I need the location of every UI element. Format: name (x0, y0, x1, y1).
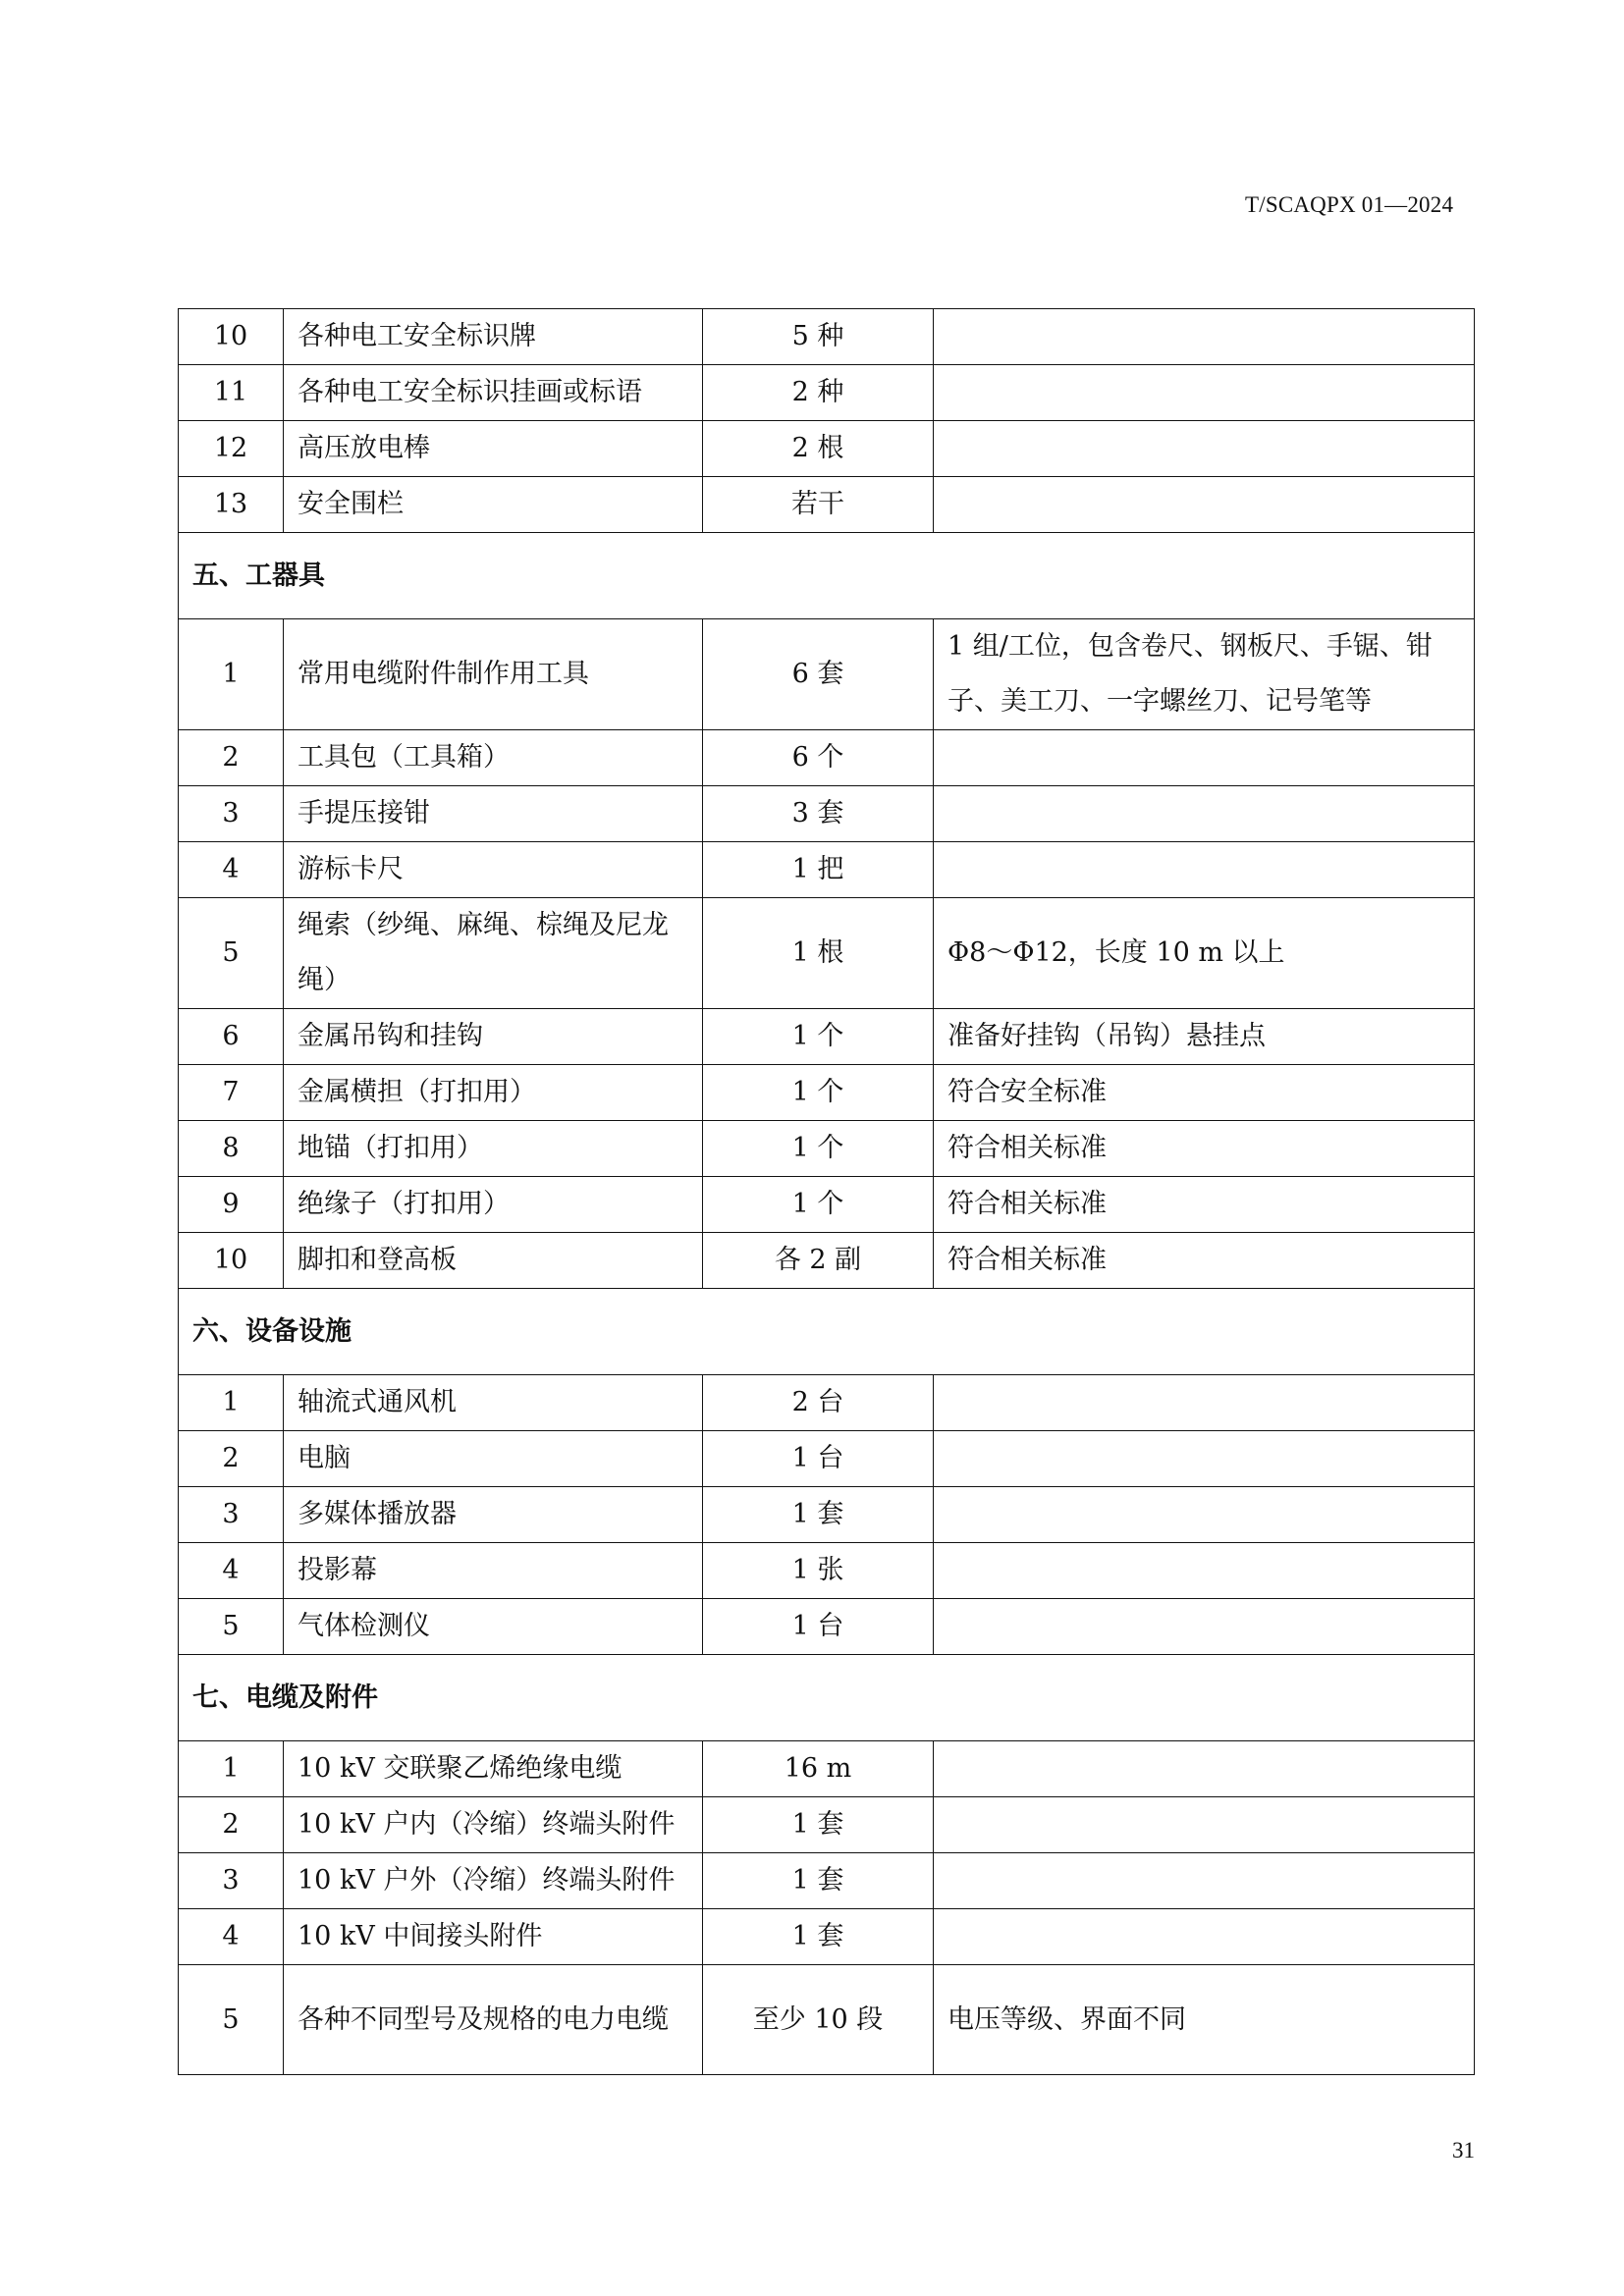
table-row (179, 1853, 1475, 1909)
table-row (179, 1487, 1475, 1543)
item-note (934, 1797, 1475, 1853)
table-row (179, 1599, 1475, 1655)
item-quantity: 6 套 (703, 619, 934, 730)
item-number: 2 (179, 1797, 284, 1853)
item-note (934, 421, 1475, 477)
item-name: 10 kV 交联聚乙烯绝缘电缆 (284, 1741, 703, 1797)
item-note (934, 309, 1475, 365)
table-row (179, 1909, 1475, 1965)
item-note (934, 1599, 1475, 1655)
item-quantity: 1 把 (703, 842, 934, 898)
item-number: 9 (179, 1177, 284, 1233)
item-number: 5 (179, 1599, 284, 1655)
item-note (934, 1741, 1475, 1797)
item-quantity: 1 套 (703, 1797, 934, 1853)
item-name: 投影幕 (284, 1543, 703, 1599)
item-number: 4 (179, 1909, 284, 1965)
item-note: Φ8～Φ12，长度 10 m 以上 (934, 898, 1475, 1009)
table-row (179, 786, 1475, 842)
item-name: 气体检测仪 (284, 1599, 703, 1655)
item-note (934, 1909, 1475, 1965)
section-row (179, 1289, 1475, 1375)
item-number: 13 (179, 477, 284, 533)
item-note (934, 786, 1475, 842)
item-number: 2 (179, 730, 284, 786)
table-row (179, 1375, 1475, 1431)
item-quantity: 1 套 (703, 1909, 934, 1965)
item-number: 10 (179, 1233, 284, 1289)
equipment-table-body (179, 309, 1475, 2075)
item-name: 高压放电棒 (284, 421, 703, 477)
item-quantity: 16 m (703, 1741, 934, 1797)
item-number: 3 (179, 1853, 284, 1909)
page-number: 31 (1452, 2138, 1475, 2163)
item-number: 3 (179, 786, 284, 842)
item-quantity: 1 套 (703, 1853, 934, 1909)
item-note (934, 477, 1475, 533)
item-note: 1 组/工位，包含卷尺、钢板尺、手锯、钳子、美工刀、一字螺丝刀、记号笔等 (934, 619, 1475, 730)
item-name: 手提压接钳 (284, 786, 703, 842)
table-row (179, 365, 1475, 421)
table-row (179, 1121, 1475, 1177)
table-row (179, 1233, 1475, 1289)
item-note (934, 730, 1475, 786)
table-row (179, 309, 1475, 365)
item-quantity: 1 张 (703, 1543, 934, 1599)
item-note (934, 1853, 1475, 1909)
item-name: 脚扣和登高板 (284, 1233, 703, 1289)
item-quantity: 2 台 (703, 1375, 934, 1431)
item-quantity: 1 台 (703, 1599, 934, 1655)
item-number: 2 (179, 1431, 284, 1487)
table-row (179, 1431, 1475, 1487)
item-name: 轴流式通风机 (284, 1375, 703, 1431)
item-quantity: 1 个 (703, 1065, 934, 1121)
item-name: 游标卡尺 (284, 842, 703, 898)
item-quantity: 1 套 (703, 1487, 934, 1543)
item-quantity: 1 台 (703, 1431, 934, 1487)
section-title: 五、工器具 (179, 533, 1475, 619)
item-number: 12 (179, 421, 284, 477)
item-quantity: 若干 (703, 477, 934, 533)
item-quantity: 至少 10 段 (703, 1965, 934, 2075)
item-quantity: 5 种 (703, 309, 934, 365)
item-note (934, 1375, 1475, 1431)
table-row (179, 1543, 1475, 1599)
item-name: 地锚（打扣用） (284, 1121, 703, 1177)
item-number: 4 (179, 842, 284, 898)
item-note: 电压等级、界面不同 (934, 1965, 1475, 2075)
item-number: 6 (179, 1009, 284, 1065)
item-note: 准备好挂钩（吊钩）悬挂点 (934, 1009, 1475, 1065)
item-name: 10 kV 户内（冷缩）终端头附件 (284, 1797, 703, 1853)
item-number: 8 (179, 1121, 284, 1177)
item-number: 4 (179, 1543, 284, 1599)
item-number: 11 (179, 365, 284, 421)
item-name: 常用电缆附件制作用工具 (284, 619, 703, 730)
item-number: 1 (179, 1741, 284, 1797)
item-quantity: 6 个 (703, 730, 934, 786)
item-note: 符合相关标准 (934, 1233, 1475, 1289)
item-name: 多媒体播放器 (284, 1487, 703, 1543)
table-row (179, 477, 1475, 533)
item-quantity: 1 根 (703, 898, 934, 1009)
table-row (179, 1741, 1475, 1797)
table-row (179, 1177, 1475, 1233)
item-name: 金属横担（打扣用） (284, 1065, 703, 1121)
equipment-table (178, 308, 1475, 2075)
item-number: 10 (179, 309, 284, 365)
item-quantity: 3 套 (703, 786, 934, 842)
table-row (179, 730, 1475, 786)
item-number: 7 (179, 1065, 284, 1121)
item-number: 1 (179, 1375, 284, 1431)
item-note (934, 1543, 1475, 1599)
section-title: 六、设备设施 (179, 1289, 1475, 1375)
item-name: 工具包（工具箱） (284, 730, 703, 786)
table-row (179, 421, 1475, 477)
item-note (934, 842, 1475, 898)
item-name: 各种电工安全标识牌 (284, 309, 703, 365)
section-row (179, 533, 1475, 619)
item-name: 金属吊钩和挂钩 (284, 1009, 703, 1065)
item-quantity: 1 个 (703, 1121, 934, 1177)
item-number: 3 (179, 1487, 284, 1543)
section-title: 七、电缆及附件 (179, 1655, 1475, 1741)
item-note: 符合安全标准 (934, 1065, 1475, 1121)
document-code: T/SCAQPX 01—2024 (1245, 192, 1454, 217)
table-row (179, 1065, 1475, 1121)
item-number: 5 (179, 1965, 284, 2075)
item-name: 10 kV 户外（冷缩）终端头附件 (284, 1853, 703, 1909)
item-note (934, 1487, 1475, 1543)
item-note (934, 365, 1475, 421)
table-row (179, 1009, 1475, 1065)
item-number: 1 (179, 619, 284, 730)
table-row (179, 619, 1475, 730)
item-quantity: 2 根 (703, 421, 934, 477)
item-note (934, 1431, 1475, 1487)
item-note: 符合相关标准 (934, 1177, 1475, 1233)
item-name: 10 kV 中间接头附件 (284, 1909, 703, 1965)
item-number: 5 (179, 898, 284, 1009)
table-row (179, 898, 1475, 1009)
item-name: 安全围栏 (284, 477, 703, 533)
item-quantity: 各 2 副 (703, 1233, 934, 1289)
item-name: 各种不同型号及规格的电力电缆 (284, 1965, 703, 2075)
table-row (179, 1797, 1475, 1853)
table-row (179, 842, 1475, 898)
item-name: 电脑 (284, 1431, 703, 1487)
item-quantity: 2 种 (703, 365, 934, 421)
item-quantity: 1 个 (703, 1177, 934, 1233)
table-row (179, 1965, 1475, 2075)
item-quantity: 1 个 (703, 1009, 934, 1065)
section-row (179, 1655, 1475, 1741)
item-name: 各种电工安全标识挂画或标语 (284, 365, 703, 421)
item-name: 绳索（纱绳、麻绳、棕绳及尼龙绳） (284, 898, 703, 1009)
item-name: 绝缘子（打扣用） (284, 1177, 703, 1233)
item-note: 符合相关标准 (934, 1121, 1475, 1177)
